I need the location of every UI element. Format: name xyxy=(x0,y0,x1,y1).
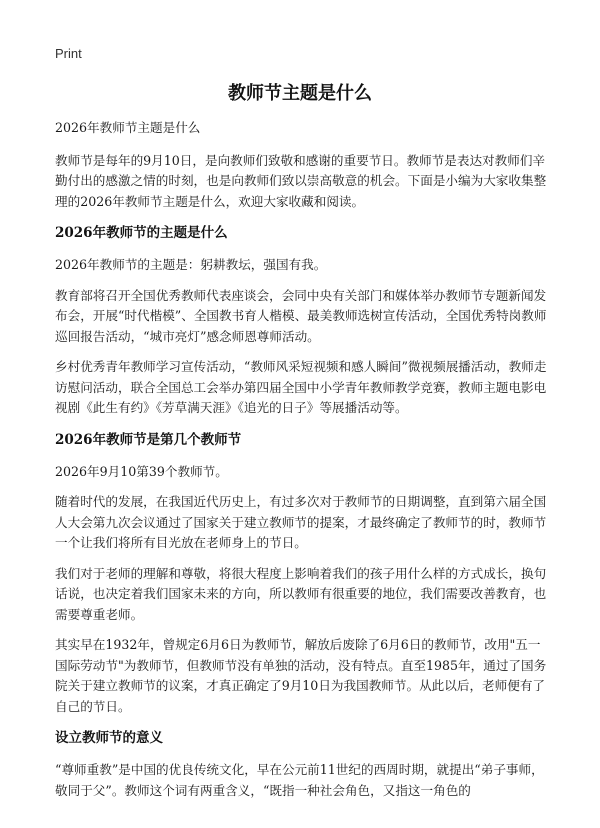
paragraph: 我们对于老师的理解和尊敬，将很大程度上影响着我们的孩子用什么样的方式成长，换句话说，也决定着我们国家未来的方向，所以教师有很重要的地位，我们需要改善教育，也需要尊重老师。 xyxy=(55,565,547,622)
article-body xyxy=(55,118,547,811)
paragraph: 教育部将召开全国优秀教师代表座谈会，会同中央有关部门和媒体举办教师节专题新闻发布会，开展“时代楷模”、全国教书育人楷模、最美教师选树宣传活动，全国优秀特岗教师巡回报告活动，“城市亮灯”感念师恩尊师活动。 xyxy=(55,287,547,344)
section-heading-theme: 2026年教师节的主题是什么 xyxy=(55,225,228,241)
paragraph: 2026年教师节的主题是：躬耕教坛，强国有我。 xyxy=(55,257,327,272)
print-link[interactable]: Print xyxy=(55,46,82,61)
paragraph: “尊师重教”是中国的优良传统文化，早在公元前11世纪的西周时期，就提出“弟子事师，敬同于父”。教师这个词有两重含义，“既指一种社会角色，又指这一角色的 xyxy=(55,762,544,798)
intro-paragraph: 教师节是每年的9月10日，是向教师们致敬和感谢的重要节日。教师节是表达对教师们辛勤付出的感激之情的时刻，也是向教师们致以崇高敬意的机会。下面是小编为大家收集整理的2026年教师节主题是什么，欢迎大家收藏和阅读。 xyxy=(55,152,547,209)
paragraph: 其实早在1932年，曾规定6月6日为教师节，解放后废除了6月6日的教师节，改用"五一国际劳动节"为教师节，但教师节没有单独的活动，没有特点。直至1985年，通过了国务院关于建立教师节的议案，才真正确定了9月10日为我国教师节。从此以后，老师便有了自己的节日。 xyxy=(55,637,547,714)
paragraph: 乡村优秀青年教师学习宣传活动，“教师风采短视频和感人瞬间”微视频展播活动，教师走访慰问活动，联合全国总工会举办第四届全国中小学青年教师教学竞赛，教师主题电影电视剧《此生有约》《芳草满天涯》《追光的日子》等展播活动等。 xyxy=(55,359,547,415)
article-subtitle: 2026年教师节主题是什么 xyxy=(55,120,201,135)
paragraph: 随着时代的发展，在我国近代历史上，有过多次对于教师节的日期调整，直到第六届全国人大会第九次会议通过了国家关于建立教师节的提案，才最终确定了教师节的时，教师节一个让我们将所有目光放在老师身上的节日。 xyxy=(55,494,547,550)
paragraph: 2026年9月10第39个教师节。 xyxy=(55,463,228,479)
section-heading-which-edition: 2026年教师节是第几个教师节 xyxy=(55,431,242,448)
page-title: 教师节主题是什么 xyxy=(228,83,372,104)
section-heading-significance: 设立教师节的意义 xyxy=(55,730,163,746)
